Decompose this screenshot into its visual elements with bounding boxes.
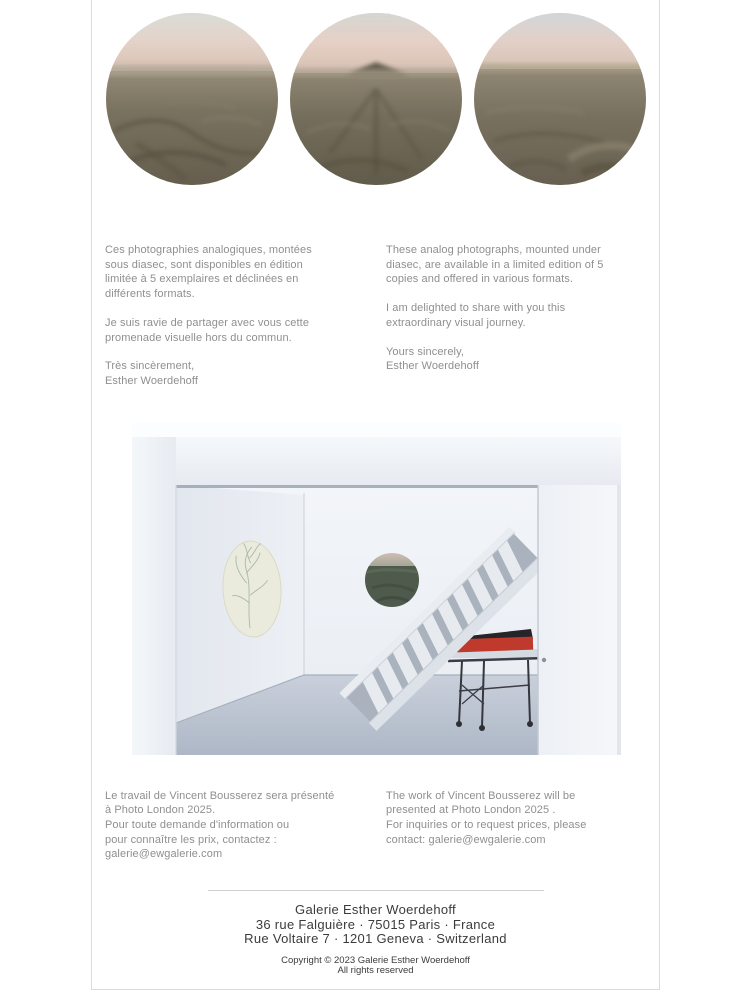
email-link[interactable]: galerie@ewgalerie.com [428,833,546,846]
right-wall-sliver [617,485,621,755]
hero-photo-3[interactable] [474,13,646,185]
sliding-door [538,485,621,755]
intro-french-column [105,243,350,389]
intro-fr-paragraph-1 [105,243,350,302]
rights-line: All rights reserved [337,965,414,977]
text-line: Pour toute demande d'information ou [105,819,290,832]
gallery-photo[interactable] [132,423,621,755]
intro-en-paragraph-1 [386,243,631,287]
text-line: promenade visuelle hors du commun. [105,331,292,344]
text-line: These analog photographs, mounted under [386,244,601,256]
outro-section [92,789,659,863]
footer-address-block [92,903,659,947]
text-line: Très sincèrement, [105,360,195,373]
text-line: Ces photographies analogiques, montées [105,244,312,256]
hero-photo-1[interactable] [106,13,278,185]
contact-prefix: contact: [386,833,429,846]
door-handle [542,657,546,661]
text-line: Je suis ravie de partager avec vous cette [105,316,310,329]
doorway-lintel [132,437,621,485]
intro-fr-paragraph-2 [105,316,350,345]
text-line: pour connaître les prix, contactez : [105,833,277,846]
email-link[interactable]: galerie@ewgalerie.com [105,848,223,861]
address-geneva: Rue Voltaire 7 · 1201 Geneva · Switzerland [244,931,507,947]
hero-photo-2[interactable] [290,13,462,185]
intro-english-column [386,243,631,389]
address-paris: 36 rue Falguière · 75015 Paris · France [255,916,496,932]
text-line: sous diasec, sont disponibles en édition [105,258,303,271]
gallery-name: Galerie Esther Woerdehoff [295,902,456,918]
copyright-line: Copyright © 2023 Galerie Esther Woerdehoff [281,954,470,966]
text-line: différents formats. [105,288,195,301]
text-line: The work of Vincent Bousserez will be [386,789,576,802]
footer-divider [208,890,544,891]
intro-section [92,243,659,389]
outro-english-column [386,789,631,863]
signature-name: Esther Woerdehoff [386,360,480,373]
text-line: presented at Photo London 2025 . [386,804,556,817]
gallery-interior-graphic [132,423,621,755]
text-line: Le travail de Vincent Bousserez sera présenté [105,789,335,802]
text-line: extraordinary visual journey. [386,316,526,329]
desert-photo-1-graphic [106,13,278,185]
email-content-box [91,0,660,990]
outro-fr-paragraph [105,789,350,863]
footer-copyright-block [92,956,659,977]
hero-photo-row [92,0,659,185]
intro-en-paragraph-2 [386,301,631,330]
text-line: diasec, are available in a limited edition of 5 [386,258,604,271]
text-line: I am delighted to share with you this [386,302,566,315]
text-line: For inquiries or to request prices, please [386,819,587,832]
text-line: copies and offered in various formats. [386,273,574,286]
left-pillar [132,437,176,755]
lintel-shadow-line [176,485,538,488]
intro-en-signature [386,345,631,374]
outro-en-paragraph [386,789,631,848]
signature-name: Esther Woerdehoff [105,374,199,387]
text-line: à Photo London 2025. [105,804,216,817]
outro-french-column [105,789,350,863]
ceiling-strip [132,423,621,437]
text-line: Yours sincerely, [386,345,465,358]
intro-fr-signature [105,359,350,388]
desert-photo-2-graphic [290,13,462,185]
text-line: limitée à 5 exemplaires et déclinées en [105,273,299,286]
desert-photo-3-graphic [474,13,646,185]
